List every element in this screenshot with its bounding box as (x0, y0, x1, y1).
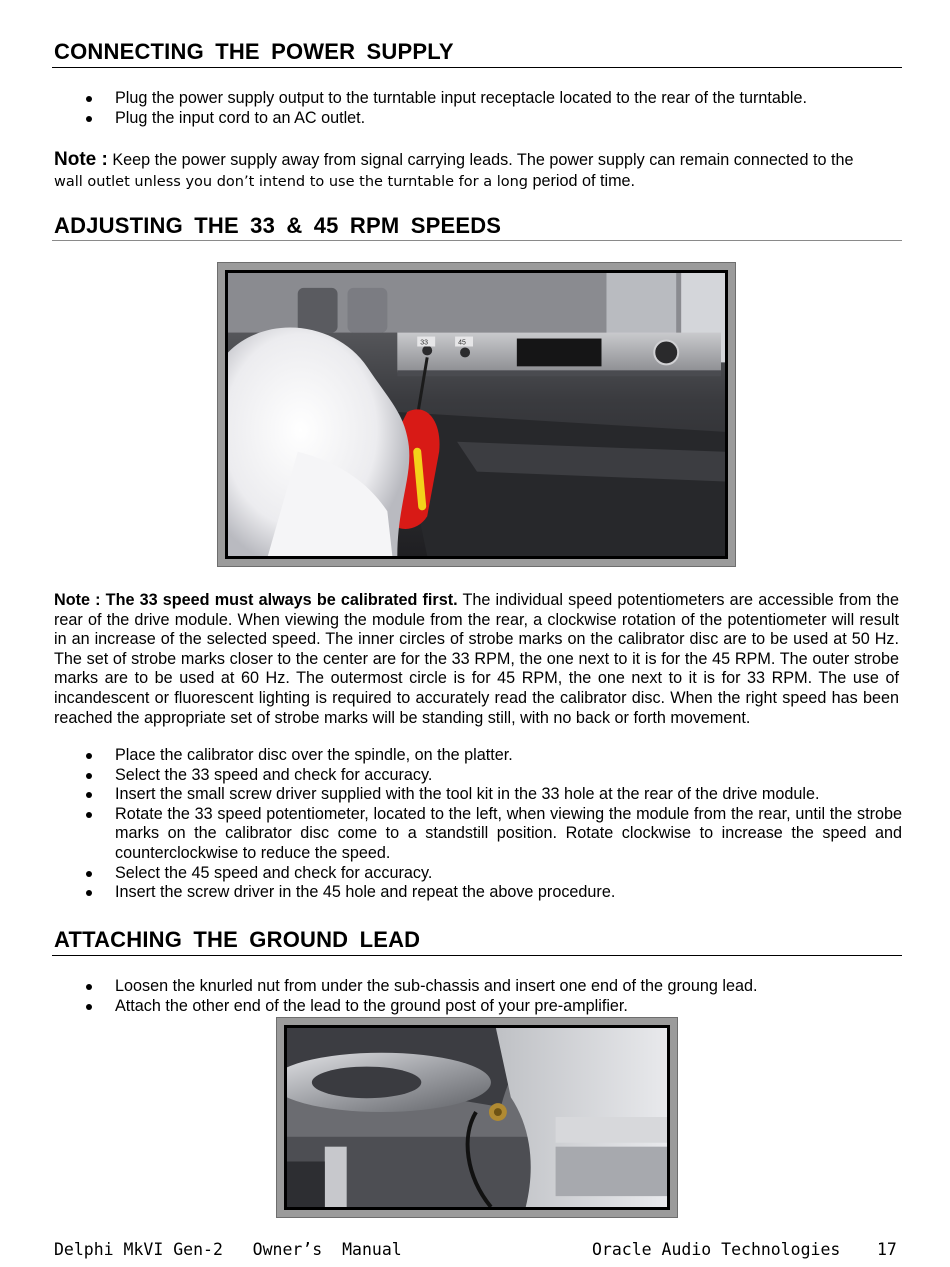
note-text-wall: wall outlet unless you don’t intend to use the turntable for a long (54, 174, 528, 190)
footer-manual-title: Delphi MkVI Gen-2 Owner’s Manual (54, 1240, 402, 1259)
speed-note (54, 591, 899, 728)
screwdriver-photo-illustration (228, 273, 725, 556)
list-item: Place the calibrator disc over the spindle, on the platter. (54, 746, 902, 766)
photo-speed-adjustment (217, 262, 736, 567)
list-item: Select the 45 speed and check for accuracy. (54, 864, 902, 884)
note-label: Note : The 33 speed must always be calibrated first. (54, 591, 458, 609)
heading-power-supply: CONNECTING THE POWER SUPPLY (54, 39, 454, 64)
ground-bullet-list (54, 977, 902, 1016)
list-item: Loosen the knurled nut from under the sub-chassis and insert one end of the groung lead. (54, 977, 902, 997)
power-note-line2 (54, 172, 899, 193)
ground-lead-photo-illustration (287, 1028, 667, 1207)
list-item: Insert the screw driver in the 45 hole and repeat the above procedure. (54, 883, 902, 903)
photo-ground-lead (276, 1017, 678, 1218)
label-45: 45 (458, 339, 466, 347)
heading-rule (52, 67, 902, 68)
footer-page-number: 17 (877, 1240, 897, 1259)
photo-image (225, 270, 728, 559)
note-text: The individual speed potentiometers are accessible from the rear of the drive module. When viewing the module from the rear, a clockwise rotation of the potentiometer will result in an increase of the selected speed. The inner circles of strobe marks on the calibrator disc are to be used at 50 Hz. The set of strobe marks closer to the center are for the 33 RPM, the one next to it is for the 45 RPM. The outer strobe marks are to be used at 60 Hz. The outermost circle is for 45 RPM, the one next to it is for 33 RPM. The use of incandescent or fluorescent lighting is required to accurately read the calibrator disc. When the right speed has been reached the appropriate set of strobe marks will be standing still, with no back or forth movement. (54, 591, 900, 727)
power-note (54, 150, 899, 171)
list-item: Select the 33 speed and check for accuracy. (54, 766, 902, 786)
list-item: Rotate the 33 speed potentiometer, located to the left, when viewing the module from the rear, until the strobe marks on the calibrator disc come to a standstill position. Rotate clockwise to increase the speed and counterclockwise to reduce the speed. (54, 805, 902, 864)
power-bullet-list (54, 89, 902, 128)
list-item: Plug the power supply output to the turntable input receptacle located to the rear of the turntable. (54, 89, 902, 109)
list-item: Insert the small screw driver supplied with the tool kit in the 33 hole at the rear of the drive module. (54, 785, 902, 805)
heading-rpm-speeds: ADJUSTING THE 33 & 45 RPM SPEEDS (54, 213, 502, 238)
speed-bullet-list (54, 746, 902, 903)
note-text-end: period of time. (527, 172, 636, 190)
note-label: Note : (54, 149, 108, 170)
list-item: Attach the other end of the lead to the ground post of your pre-amplifier. (54, 997, 902, 1017)
heading-ground-lead: ATTACHING THE GROUND LEAD (54, 927, 421, 952)
list-item: Plug the input cord to an AC outlet. (54, 109, 902, 129)
heading-rule (52, 240, 902, 241)
footer-company: Oracle Audio Technologies (592, 1240, 841, 1259)
label-33: 33 (420, 339, 428, 347)
note-text: Keep the power supply away from signal carrying leads. The power supply can remain connected to the (107, 151, 854, 169)
photo-image (284, 1025, 670, 1210)
heading-rule (52, 955, 902, 956)
